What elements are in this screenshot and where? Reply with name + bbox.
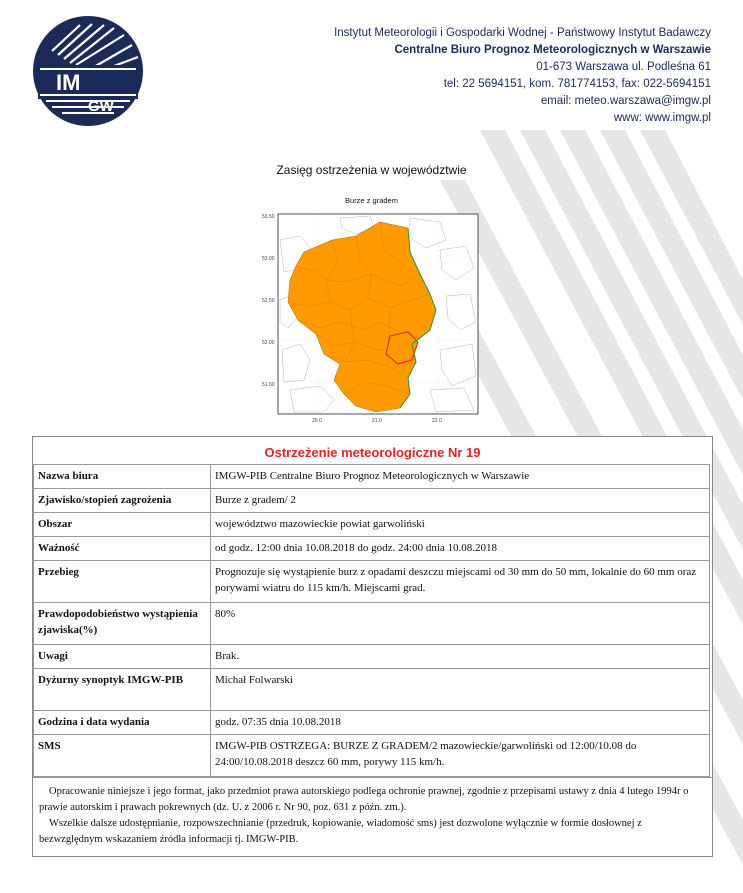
table-row xyxy=(34,603,710,645)
row-value: Prognozuje się wystąpienie burz z opadami deszczu miejscami od 30 mm do 50 mm, lokalnie do 60 mm oraz porywami wiatru do 115 km/h. Miejscami grad. xyxy=(211,561,710,603)
office-name: Centralne Biuro Prognoz Meteorologicznych w Warszawie xyxy=(394,44,711,56)
map-title: Burze z gradem xyxy=(345,196,398,205)
address: 01-673 Warszawa ul. Podleśna 61 xyxy=(536,61,711,73)
row-label: Zjawisko/stopień zagrożenia xyxy=(34,489,211,513)
warning-map xyxy=(260,196,483,436)
table-row xyxy=(34,711,710,735)
website-line: www: www.imgw.pl xyxy=(613,112,711,124)
copyright-paragraph: Opracowanie niniejsze i jego format, jako przedmiot prawa autorskiego podlega ochronie prawnej, zgodnie z przepisami ustawy z dnia 4 lutego 1994r o prawie autorskim i prawach pokrewnych (dz. U. z 2006 r. Nr 90, poz. 631 z późn. zm.). xyxy=(39,786,689,813)
row-value: Michał Folwarski xyxy=(211,669,710,711)
redistribution-paragraph: Wszelkie dalsze udostępnianie, rozpowszechnianie (przedruk, kopiowanie, wiadomość sms) jest dozwolone wyłącznie w formie dosłownej z bezwzględnym wskazaniem źródła informacji tj. IMGW-PIB. xyxy=(39,818,642,845)
section-title: Zasięg ostrzeżenia w województwie xyxy=(276,163,467,177)
row-value: IMGW-PIB OSTRZEGA: BURZE Z GRADEM/2 mazowieckie/garwoliński od 12:00/10.08 do 24:00/10.08.2018 deszcz 60 mm, porywy 115 km/h. xyxy=(211,735,710,777)
institute-header xyxy=(334,25,711,127)
row-label: Przebieg xyxy=(34,561,211,603)
table-row xyxy=(34,489,710,513)
table-row xyxy=(34,513,710,537)
row-value: 80% xyxy=(211,603,710,645)
svg-text:51.50: 51.50 xyxy=(262,382,275,388)
row-label: Prawdopodobieństwo wystąpienia zjawiska(%) xyxy=(34,603,211,645)
copyright-notice xyxy=(33,777,712,856)
row-label: Nazwa biura xyxy=(34,465,211,489)
warning-table xyxy=(32,436,713,857)
imgw-logo xyxy=(32,15,144,127)
table-row xyxy=(34,645,710,669)
svg-text:22.0: 22.0 xyxy=(432,418,442,424)
row-value: IMGW-PIB Centralne Biuro Prognoz Meteorologicznych w Warszawie xyxy=(211,465,710,489)
row-value: Brak. xyxy=(211,645,710,669)
institute-name: Instytut Meteorologii i Gospodarki Wodnej - Państwowy Instytut Badawczy xyxy=(334,27,711,39)
email-line: email: meteo.warszawa@imgw.pl xyxy=(540,95,711,107)
warning-details xyxy=(33,464,710,777)
map-image xyxy=(260,210,483,436)
svg-text:53.00: 53.00 xyxy=(262,256,275,262)
row-value: województwo mazowieckie powiat garwoliński xyxy=(211,513,710,537)
svg-text:52.00: 52.00 xyxy=(262,340,275,346)
svg-text:20.0: 20.0 xyxy=(312,418,322,424)
row-label: Dyżurny synoptyk IMGW-PIB xyxy=(34,669,211,711)
svg-text:21.0: 21.0 xyxy=(372,418,382,424)
row-value: Burze z gradem/ 2 xyxy=(211,489,710,513)
table-row xyxy=(34,735,710,777)
table-row xyxy=(34,561,710,603)
svg-text:52.50: 52.50 xyxy=(262,298,275,304)
row-value: godz. 07:35 dnia 10.08.2018 xyxy=(211,711,710,735)
row-label: SMS xyxy=(34,735,211,777)
phone-line: tel: 22 5694151, kom. 781774153, fax: 022-5694151 xyxy=(443,78,711,90)
warning-title: Ostrzeżenie meteorologiczne Nr 19 xyxy=(264,445,481,460)
table-row xyxy=(34,669,710,711)
table-row xyxy=(34,465,710,489)
table-row xyxy=(34,537,710,561)
row-label: Godzina i data wydania xyxy=(34,711,211,735)
row-value: od godz. 12:00 dnia 10.08.2018 do godz. 24:00 dnia 10.08.2018 xyxy=(211,537,710,561)
row-label: Uwagi xyxy=(34,645,211,669)
svg-text:GW: GW xyxy=(88,98,114,115)
svg-text:53.50: 53.50 xyxy=(262,214,275,220)
row-label: Obszar xyxy=(34,513,211,537)
svg-text:IM: IM xyxy=(56,70,81,95)
row-label: Ważność xyxy=(34,537,211,561)
